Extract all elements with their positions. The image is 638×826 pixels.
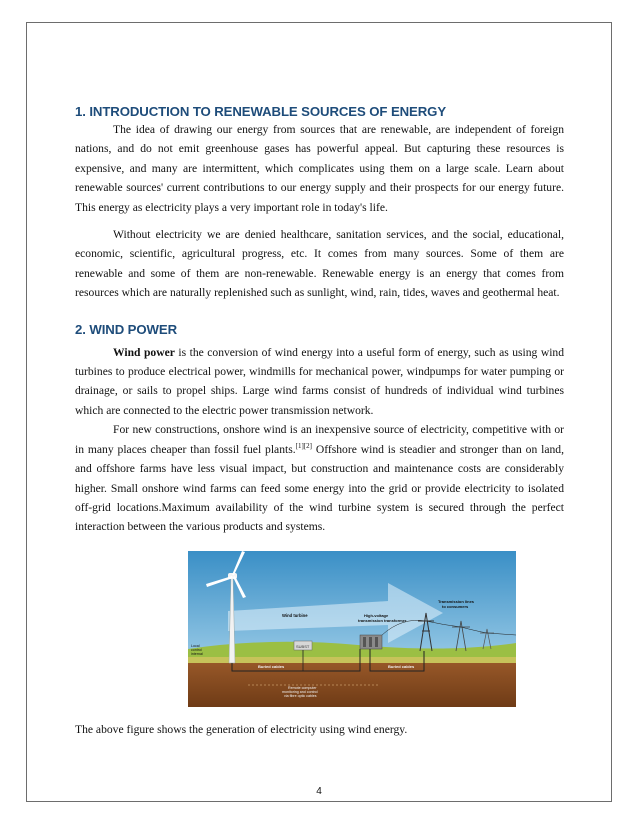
label-remote-monitoring: Remote computer: [288, 685, 317, 690]
document-body: [75, 103, 564, 739]
citation-ref[interactable]: [1][2]: [295, 441, 312, 450]
offshore-text: Offshore wind is steadier and stronger than on land, and offshore farms have less visual impact, but construction and maintenance costs are considerably higher. Small onshore wind farms can feed some energy into the grid or provide electricity to isolated off-grid locations.Maximum availability of the wind turbine system is secured through the perfect interaction between the various products and systems.: [75, 442, 564, 534]
underground: [188, 659, 516, 707]
label-local-control: Local: [191, 643, 200, 648]
label-transformer: transmission transformer: [358, 617, 407, 623]
substation-label: SUBST: [296, 643, 310, 649]
section1-paragraph: The idea of drawing our energy from sources that are renewable, are independent of foreign nations, and do not emit greenhouse gases has powerful appeal. But capturing these resources is expensive, and many are intermittent, which complicates using them on a large scale. Learn about renewable sources' current contributions to our energy supply and their prospects for our energy future. This energy as electricity plays a very important role in today's life.: [75, 123, 564, 214]
section2-heading: 2. WIND POWER: [75, 321, 178, 337]
onshore-text: For new constructions, onshore wind is an inexpensive source of electricity, competitive with or in many places cheaper than fossil fuel plants.: [75, 423, 564, 456]
wind-energy-figure: [188, 551, 516, 707]
wind-power-term: Wind power: [113, 345, 175, 359]
label-buried-cables: Buried cables: [258, 663, 285, 669]
section2-paragraph: [75, 420, 564, 536]
label-local-control: control: [191, 647, 202, 652]
wind-energy-diagram: [188, 551, 516, 707]
label-local-control: internal: [191, 651, 203, 656]
grass-strip: [188, 657, 516, 663]
section2-paragraph: [75, 343, 564, 421]
label-transmission-lines: to consumers: [442, 603, 469, 609]
section1-paragraph: Without electricity we are denied healthcare, sanitation services, and the social, educational, economic, scientific, agricultural progress, etc. It comes from many sources. Some of them are renewable and some of them are non-renewable. Renewable energy is an energy that comes from resources which are naturally replenished such as sunlight, wind, rain, tides, waves and geothermal heat.: [75, 228, 564, 300]
wind-power-definition: is the conversion of wind energy into a useful form of energy, such as using wind turbines to produce electrical power, windmills for mechanical power, windpumps for water pumping or drainage, or sails to propel ships. Large wind farms consist of hundreds of individual wind turbines which are connected to the electric power transmission network.: [75, 345, 565, 417]
label-buried-cables: Buried cables: [388, 663, 415, 669]
section1-heading: 1. INTRODUCTION TO RENEWABLE SOURCES OF ENERGY: [75, 104, 447, 119]
label-wind-turbine: Wind turbine: [282, 612, 308, 618]
label-remote-monitoring: monitoring and control: [282, 689, 318, 694]
label-transformer: High-voltage: [364, 612, 389, 618]
label-transmission-lines: Transmission lines: [438, 598, 475, 604]
page-number: 4: [316, 786, 322, 797]
label-remote-monitoring: via fibre optic cables: [284, 693, 317, 698]
figure-caption: The above figure shows the generation of electricity using wind energy.: [75, 722, 408, 736]
